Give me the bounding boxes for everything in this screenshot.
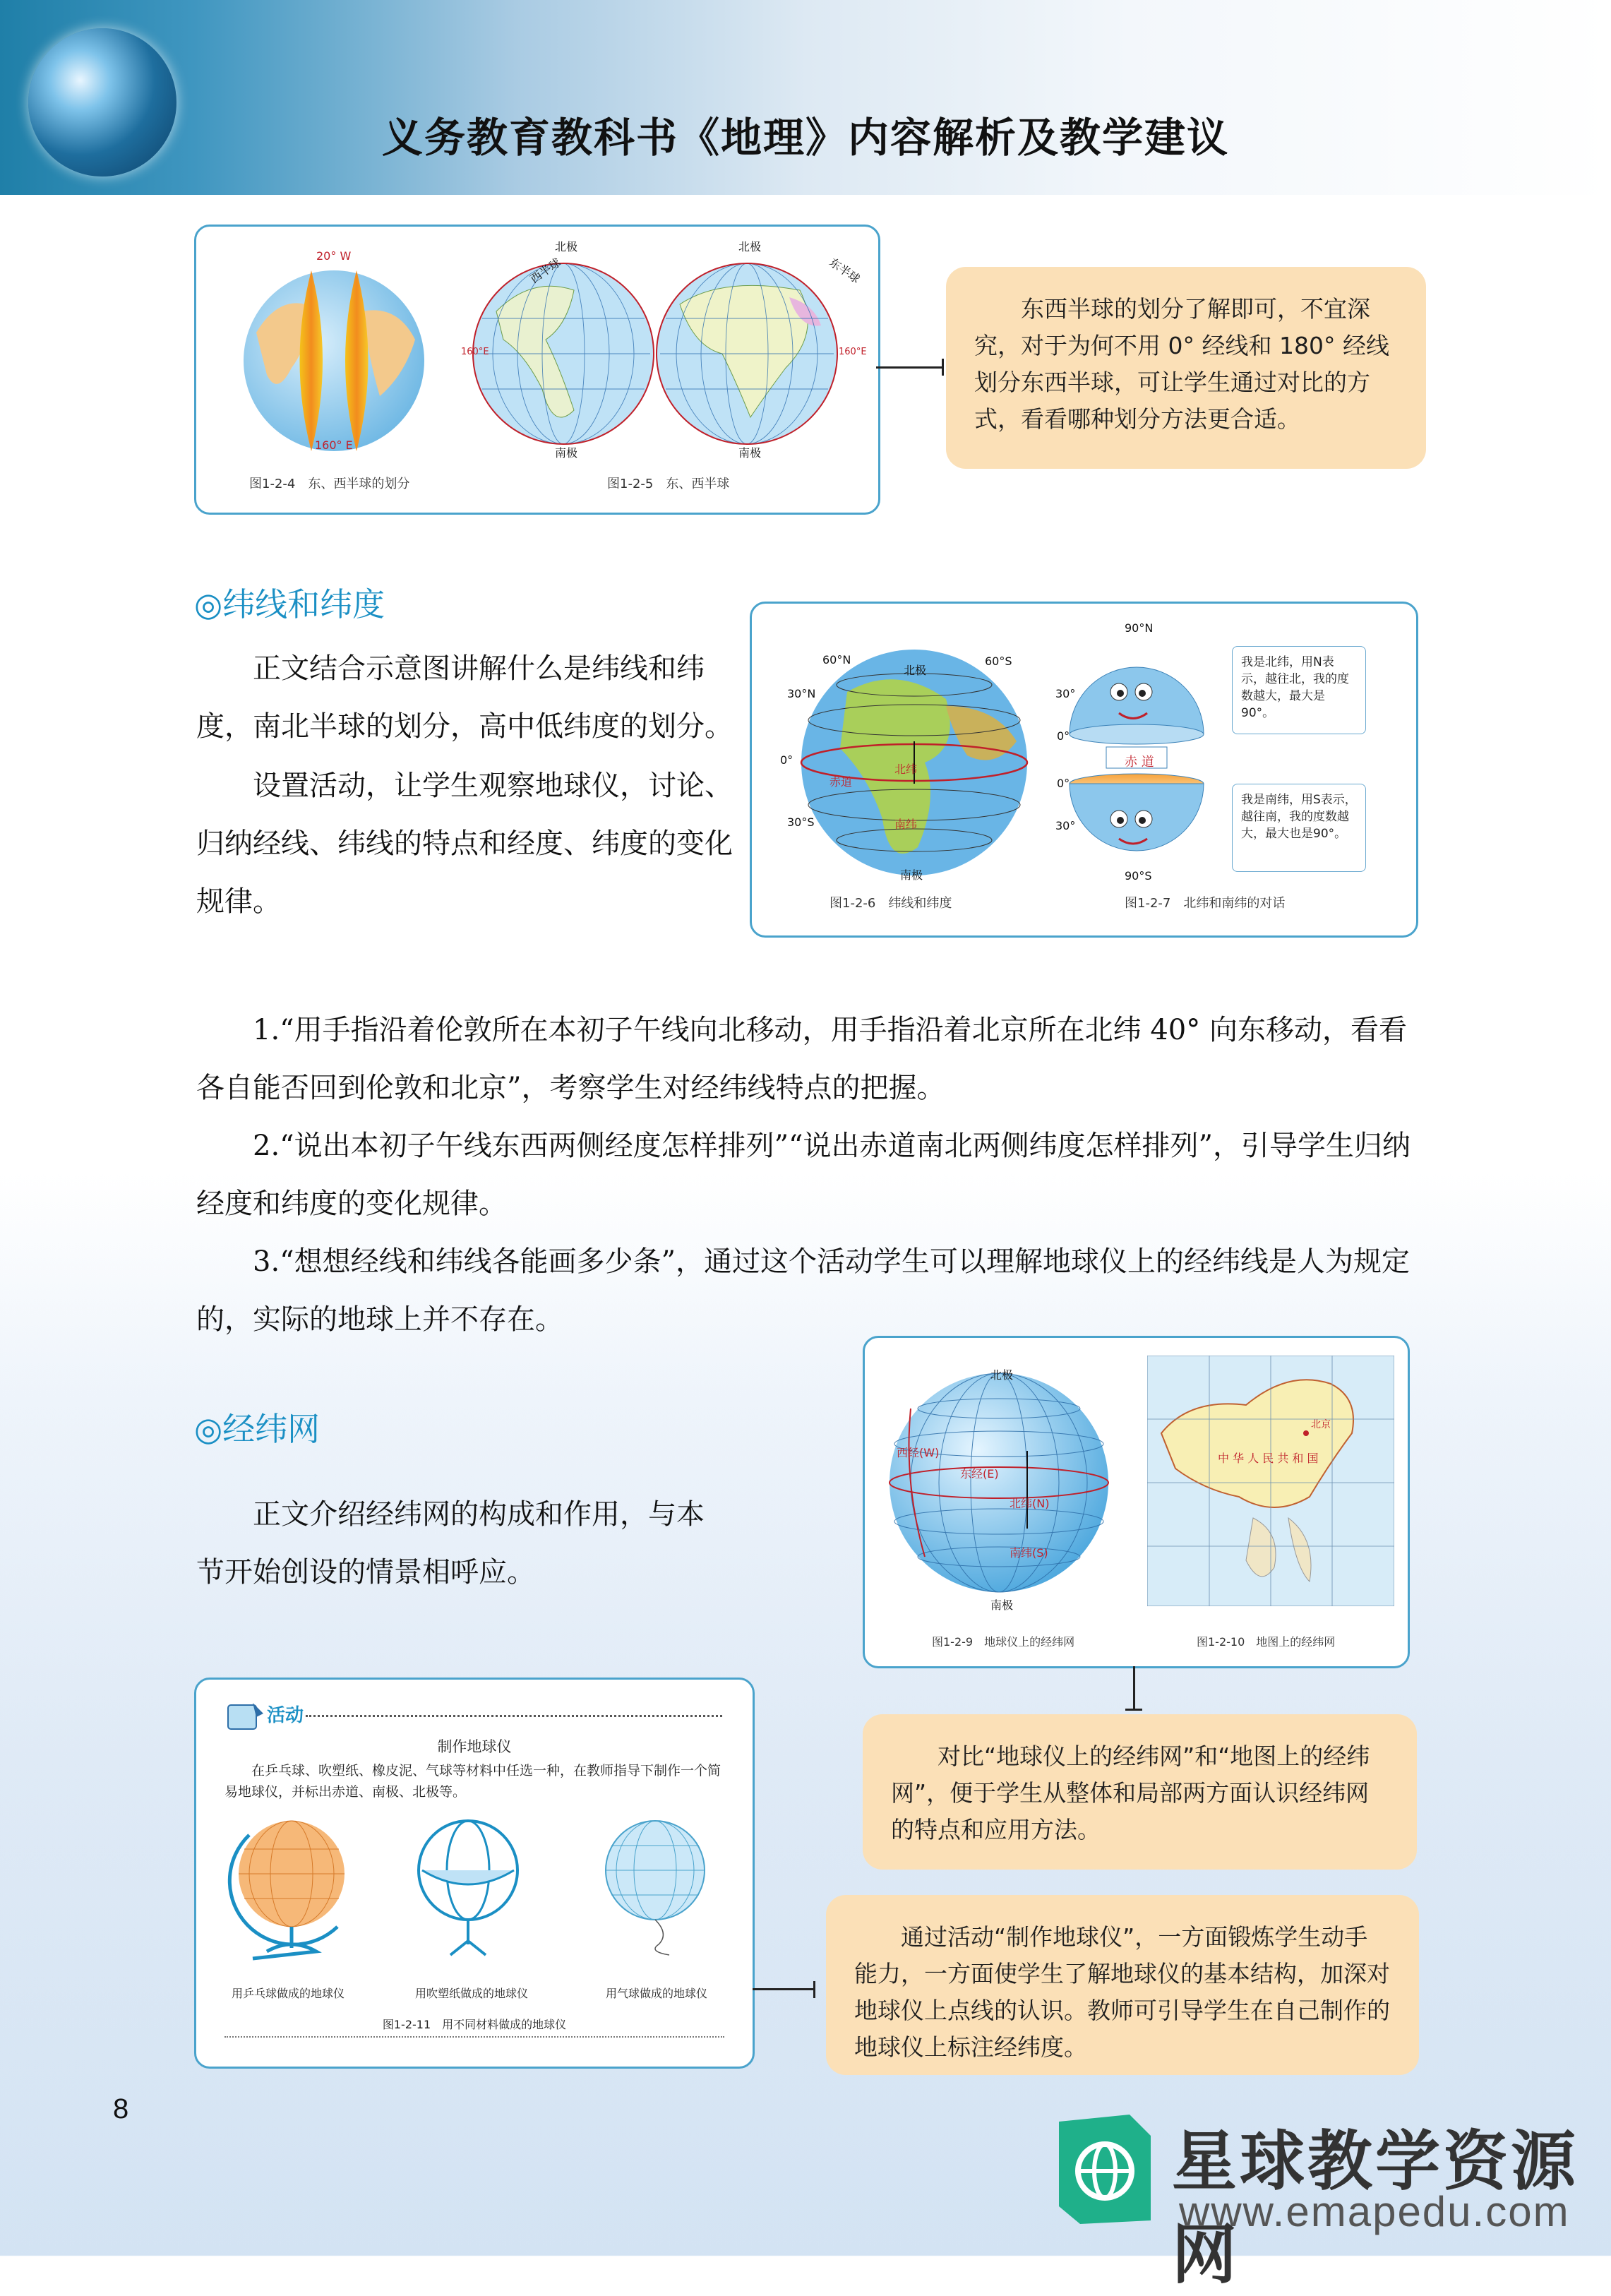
fig9-west-long: 西经(W) (897, 1446, 940, 1459)
activity-bottom-rule (224, 2036, 724, 2038)
page-number: 8 (113, 2093, 129, 2124)
fig7-equator: 赤 道 (1125, 755, 1154, 770)
fig9-south-lat: 南纬(S) (1010, 1546, 1048, 1560)
note2-connector (1133, 1666, 1135, 1710)
fig7-caption: 图1-2-7 北纬和南纬的对话 (1125, 896, 1286, 911)
fig7-lat30-south: 30° (1055, 819, 1076, 832)
activity-tag: 活动 (267, 1705, 304, 1726)
note1-connector (876, 366, 943, 369)
activity-item-3: 3.“想想经线和纬线各能画多少条”，通过这个活动学生可以理解地球仪上的经纬线是人为规定的，实际的地球上并不存在。 (196, 1245, 1411, 1336)
globe-foam-icon (408, 1814, 528, 1962)
activity-box (194, 1678, 755, 2069)
fig4-caption: 图1-2-4 东、西半球的划分 (249, 477, 410, 491)
globe-balloon-icon (592, 1814, 719, 1962)
fig7-lat90s: 90°S (1125, 869, 1152, 883)
watermark-brand: 星球教学资源网 (1172, 2124, 1579, 2292)
fig4-label-bottom: 160° E (315, 438, 353, 452)
fig5-north-pole-right: 北极 (738, 240, 762, 253)
fig5-south-pole-right: 南极 (738, 446, 762, 460)
section-heading-latitude: ◎纬线和纬度 (194, 585, 385, 623)
watermark-logo-icon (1052, 2107, 1158, 2228)
fig5-north-pole-left: 北极 (555, 240, 578, 253)
section-heading-grid: ◎经纬网 (194, 1410, 321, 1448)
note-hemispheres: 东西半球的划分了解即可，不宜深究，对于为何不用 0° 经线和 180° 经线划分东西半球，可让学生通过对比的方式，看看哪种划分方法更合适。 (946, 267, 1426, 469)
fig6-north-lat: 北纬 (894, 763, 918, 776)
latitude-para-1: 正文结合示意图讲解什么是纬线和纬度，南北半球的划分，高中低纬度的划分。 (196, 652, 733, 743)
note3-connector-tick (813, 1981, 815, 1998)
activity-item-2: 2.“说出本初子午线东西两侧经度怎样排列”“说出赤道南北两侧纬度怎样排列”，引导学生归纳经度和纬度的变化规律。 (196, 1130, 1411, 1220)
fig9-north-lat: 北纬(N) (1010, 1497, 1050, 1510)
fig4-label-top: 20° W (316, 249, 352, 263)
fig6-lat30n: 30°N (787, 687, 816, 700)
fig9-globe (882, 1366, 1115, 1599)
globe3-caption: 用气球做成的地球仪 (606, 1987, 708, 2000)
fig4-globe (228, 255, 440, 460)
figure-latitude (750, 602, 1418, 938)
fig10-map (1147, 1356, 1394, 1606)
fig6-lat60s: 60°S (985, 654, 1012, 668)
fig10-country: 中 华 人 民 共 和 国 (1218, 1452, 1319, 1465)
fig6-lat30s: 30°S (787, 815, 815, 829)
page-header (0, 0, 1611, 195)
watermark-url: www.emapedu.com (1179, 2188, 1570, 2235)
note3-connector (753, 1988, 815, 1990)
fig5-west-label: 西半球 (527, 255, 563, 286)
latitude-para-2: 设置活动，让学生观察地球仪，讨论、归纳经线、纬线的特点和经度、纬度的变化规律。 (196, 770, 733, 918)
latitude-paragraphs (196, 640, 734, 931)
activity-caption: 图1-2-11 用不同材料做成的地球仪 (382, 2018, 567, 2031)
fig9-north-pole: 北极 (990, 1368, 1014, 1382)
figure-grid (863, 1336, 1410, 1668)
fig5-meridian-left: 160°E (461, 347, 489, 357)
fig6-equator: 赤道 (830, 775, 853, 789)
fig10-beijing: 北京 (1311, 1419, 1331, 1430)
fig6-south-pole: 南极 (900, 868, 923, 882)
globe2-caption: 用吹塑纸做成的地球仪 (415, 1987, 529, 2000)
activity-book-icon (224, 1699, 267, 1735)
note-make-globe: 通过活动“制作地球仪”，一方面锻炼学生动手能力，一方面使学生了解地球仪的基本结构，加深对地球仪上点线的认识。教师可引导学生在自己制作的地球仪上标注经纬度。 (826, 1895, 1419, 2075)
grid-paragraph-block (196, 1485, 719, 1601)
activity-item-1: 1.“用手指沿着伦敦所在本初子午线向北移动，用手指沿着北京所在北纬 40° 向东移动，看看各自能否回到伦敦和北京”，考察学生对经纬线特点的把握。 (196, 1014, 1407, 1104)
fig9-south-pole: 南极 (990, 1598, 1014, 1612)
fig6-north-pole: 北极 (904, 664, 927, 677)
activity-list (196, 1001, 1418, 1349)
globe1-caption: 用乒乓球做成的地球仪 (232, 1987, 345, 2000)
fig5-south-pole-left: 南极 (555, 446, 578, 460)
fig7-bubble-south: 我是南纬，用S表示，越往南，我的度数越大，最大也是90°。 (1232, 784, 1366, 872)
fig7-lat90n: 90°N (1125, 621, 1154, 635)
fig6-lat60n: 60°N (822, 653, 851, 666)
fig7-bubble-north: 我是北纬，用N表示，越往北，我的度数越大，最大是90°。 (1232, 646, 1366, 734)
fig5-meridian-right: 160°E (839, 347, 867, 357)
fig7-lat0-south: 0° (1057, 777, 1070, 790)
globe-pingpong-icon (224, 1814, 359, 1962)
note2-connector-tick (1125, 1709, 1142, 1711)
fig6-south-lat: 南纬 (894, 818, 918, 831)
fig5-caption: 图1-2-5 东、西半球 (607, 477, 730, 491)
activity-dotted-rule (306, 1715, 722, 1717)
fig5-east-label: 东半球 (827, 255, 863, 286)
fig9-caption: 图1-2-9 地球仪上的经纬网 (932, 1635, 1075, 1649)
grid-paragraph: 正文介绍经纬网的构成和作用，与本节开始创设的情景相呼应。 (196, 1498, 705, 1589)
header-title: 义务教育教科书《地理》内容解析及教学建议 (381, 114, 1229, 162)
fig10-caption: 图1-2-10 地图上的经纬网 (1197, 1635, 1336, 1649)
fig6-caption: 图1-2-6 纬线和纬度 (830, 896, 952, 911)
fig7-lat0-north: 0° (1057, 729, 1070, 743)
fig7-lat30-north: 30° (1055, 687, 1076, 700)
fig6-lat0: 0° (780, 753, 793, 767)
fig9-east-long: 东经(E) (960, 1467, 999, 1481)
activity-desc: 在乒乓球、吹塑纸、橡皮泥、气球等材料中任选一种，在教师指导下制作一个简易地球仪，并标出赤道、南极、北极等。 (224, 1763, 721, 1800)
fig5-globes (468, 248, 849, 460)
note1-connector-tick (942, 359, 944, 376)
activity-title: 制作地球仪 (437, 1738, 512, 1755)
figure-hemispheres (194, 225, 880, 515)
note-grid-compare: 对比“地球仪上的经纬网”和“地图上的经纬网”，便于学生从整体和局部两方面认识经纬网的特点和应用方法。 (863, 1714, 1417, 1870)
